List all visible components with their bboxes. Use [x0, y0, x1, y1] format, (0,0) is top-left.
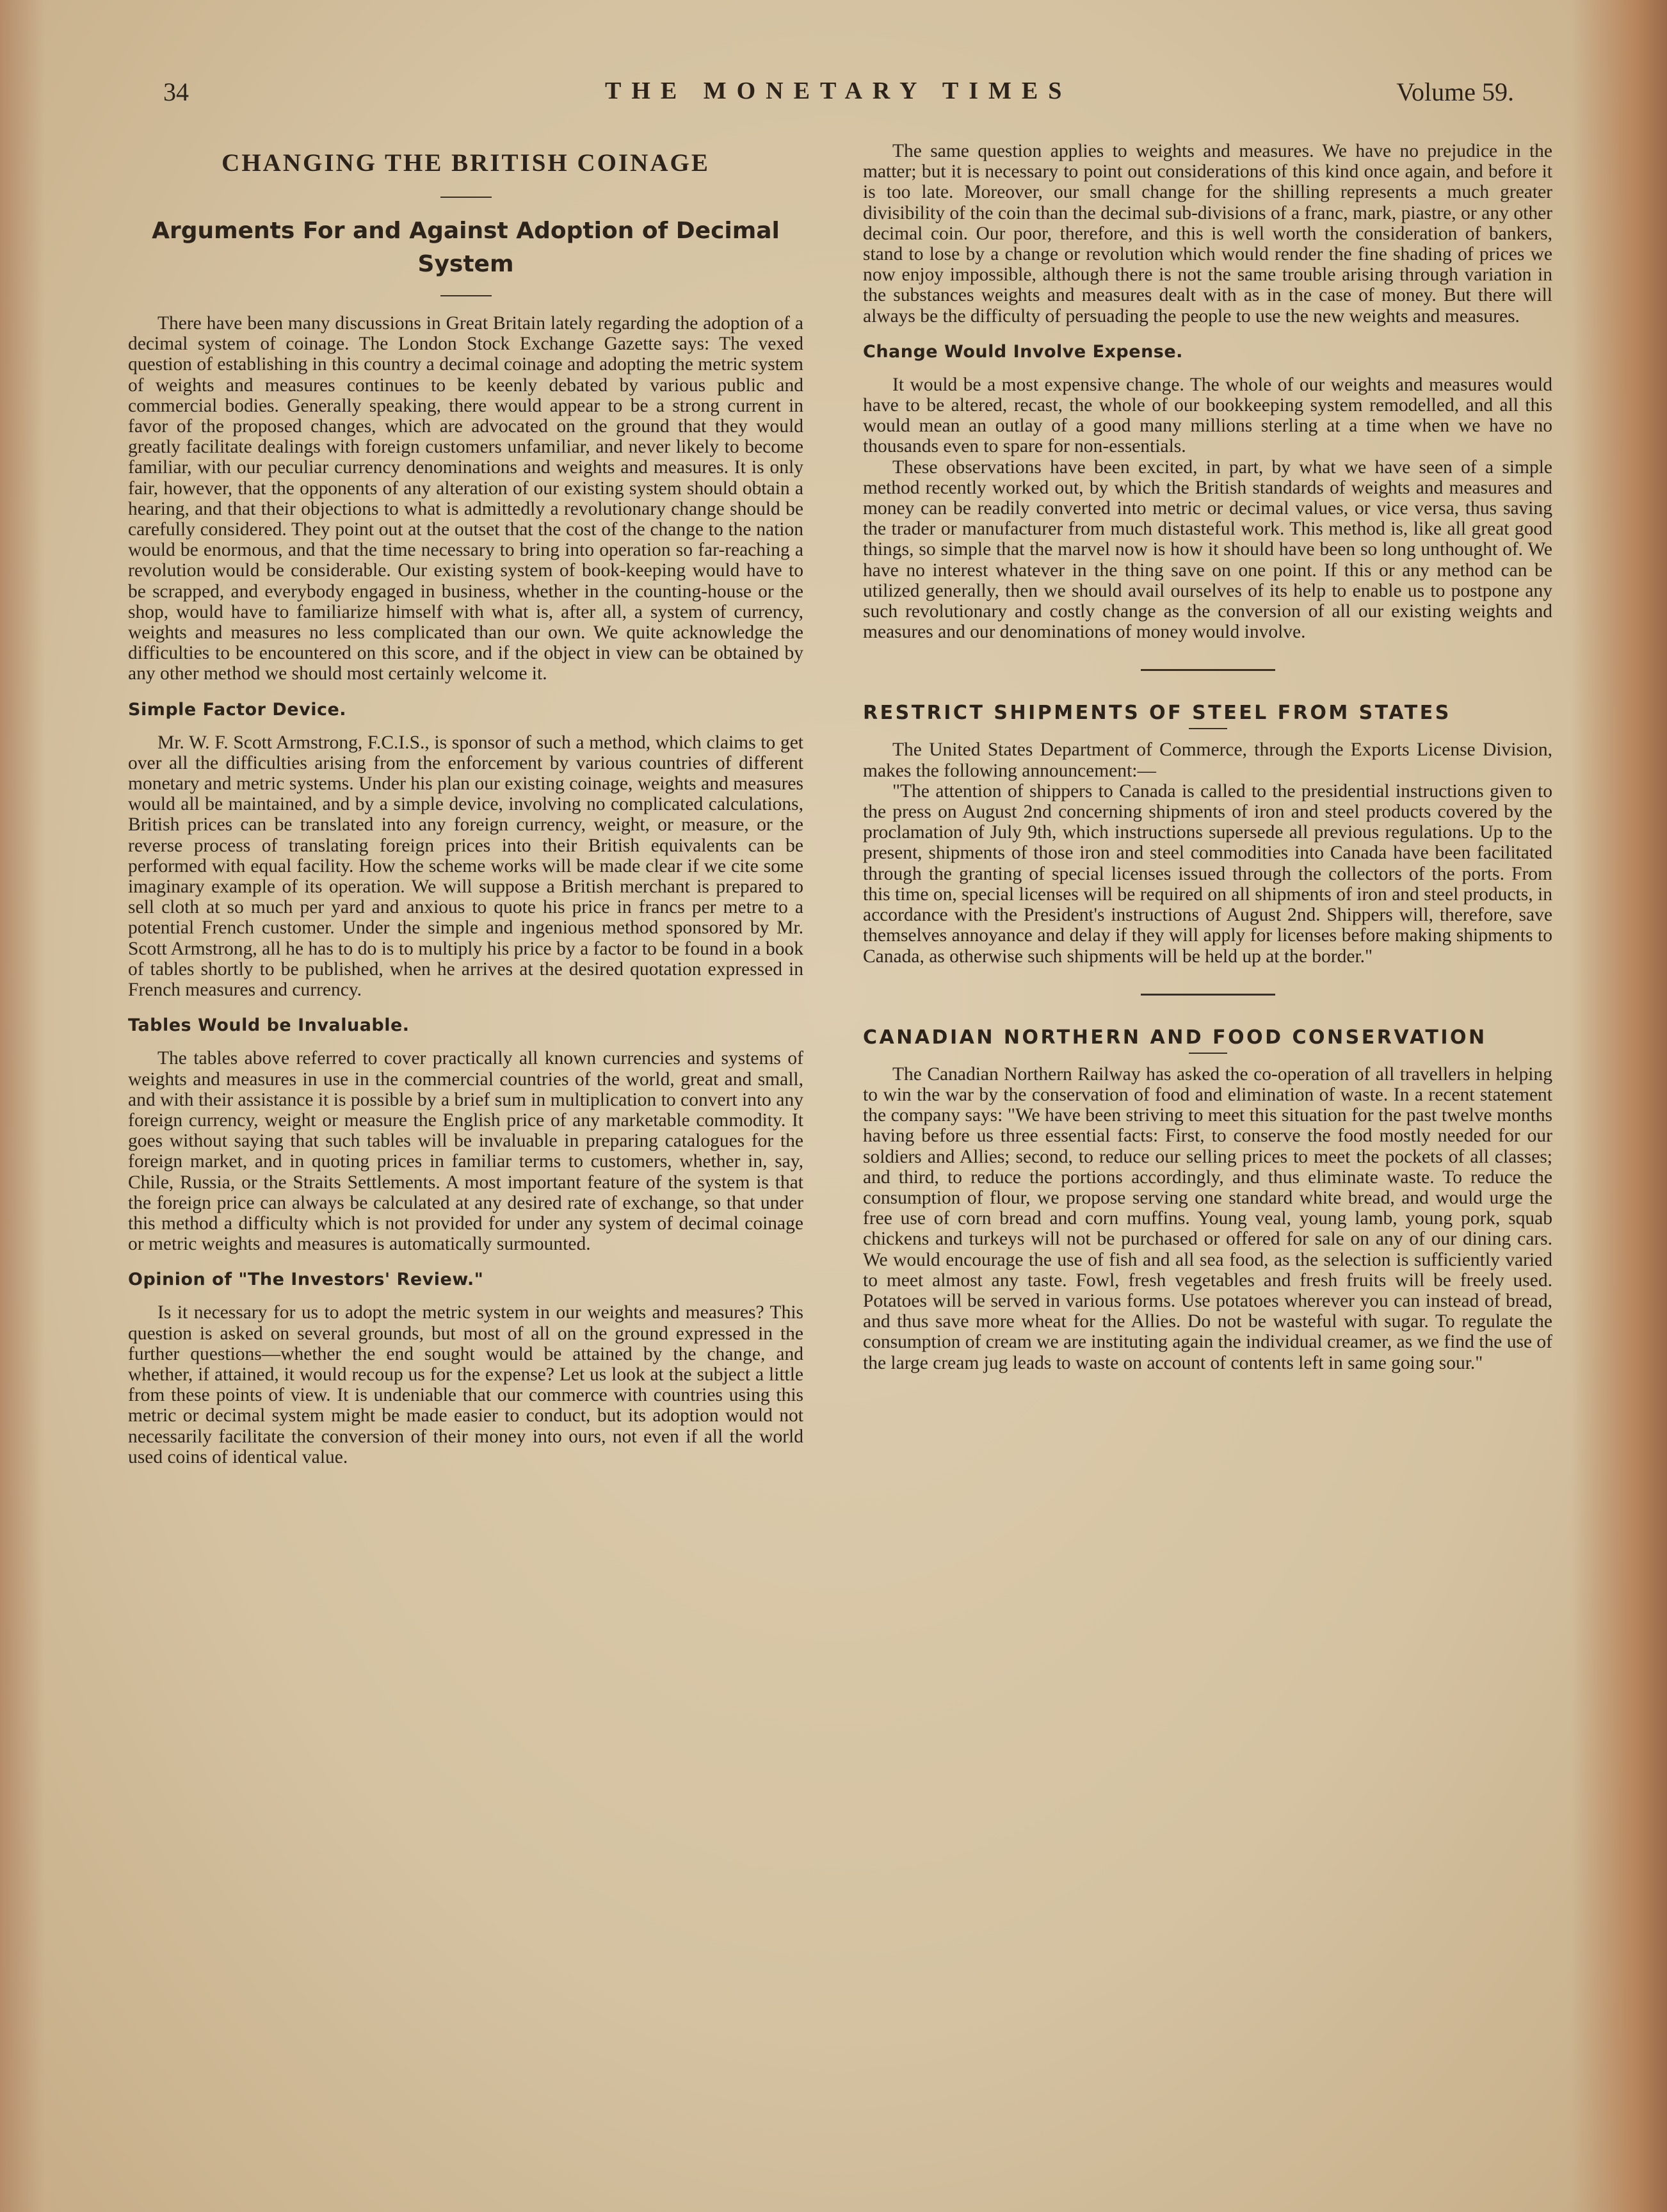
article-separator — [1141, 669, 1275, 671]
paragraph: The same question applies to weights and measures. We have no prejudice in the matter; but it is necessary to point out considerations of this kind once again, and before it is too late. Moreover, our small change for the shilling represents a much greater divisibility of the coin than the decimal sub-divisions of a franc, mark, piastre, or any other decimal coin. Our poor, therefore, and this is well worth the consideration of bankers, stand to lose by a change or revolution which would render the fine shading of prices we now enjoy impossible, although there is not the same trouble arising through variation in the substances weights and measures dealt with as in the case of money. But there will always be the difficulty of persuading the people to use the new weights and measures. — [863, 141, 1552, 327]
article-subtitle: Arguments For and Against Adoption of Decimal System — [152, 218, 780, 277]
paragraph: These observations have been excited, in part, by what we have seen of a simple method recently worked out, by which the British standards of weights and measures and money can be readily converted into metric or decimal values, or vice versa, thus saving the trader or manufacturer from much distasteful work. This method is, like all great good things, so simple that the marvel now is how it should have been so long unthought of. We have no interest whatever in the thing save on one point. If this or any method can be utilized generally, then we should avail ourselves of its help to enable us to postpone any such revolutionary and costly change as the conversion of all our existing weights and measures and our denominations of money would involve. — [863, 456, 1552, 643]
subtitle-rule — [440, 295, 492, 296]
section-heading-expense: Change Would Involve Expense. — [863, 341, 1183, 362]
page-edge-shadow-left — [0, 0, 45, 2212]
article-separator — [1141, 994, 1275, 996]
title-rule — [1189, 728, 1227, 729]
article-title-coinage: CHANGING THE BRITISH COINAGE — [221, 149, 710, 177]
page-edge-shadow-right — [1571, 0, 1667, 2212]
paragraph: Mr. W. F. Scott Armstrong, F.C.I.S., is sponsor of such a method, which claims to get over all the difficulties arising from the enforcement by various countries of different monetary and metric systems. Under his plan our existing coinage, weights and measures would all be maintained, and by a simple device, involving no complicated calculations, British prices can be translated into any foreign currency, weight, or measure, or the reverse process of translating foreign prices into their British equivalents can be performed with equal facility. How the scheme works will be made clear if we cite some imaginary example of its operation. We will suppose a British merchant is prepared to sell cloth at so much per yard and anxious to quote his price in francs per metre to a potential French customer. Under the simple and ingenious method sponsored by Mr. Scott Armstrong, all he has to do is to multiply his price by a factor to be found in a book of tables shortly to be published, when he arrives at the desired quotation expressed in French measures and currency. — [128, 732, 803, 1001]
paragraph: "The attention of shippers to Canada is called to the presidential instructions given to the press on August 2nd concerning shipments of iron and steel products covered by the proclamation of July 9th, which instructions supersede all previous regulations. Up to the present, shipments of those iron and steel commodities into Canada have been facilitated through the granting of special licenses issued through the collectors of the ports. From this time on, special licenses will be required on all shipments of iron and steel products, in accordance with the President's instructions of August 2nd. Shippers will, therefore, save themselves annoyance and delay if they will apply for licenses before making shipments to Canada, as otherwise such shipments will be held up at the border." — [863, 780, 1552, 967]
paragraph: It would be a most expensive change. The whole of our weights and measures would have to be altered, recast, the whole of our bookkeeping system remodelled, and all this would mean an outlay of a good many millions sterling at a time when we have no thousands even to spare for non-essentials. — [863, 374, 1552, 457]
paragraph: The United States Department of Commerce, through the Exports License Division, makes the following announcement:— — [863, 739, 1552, 781]
running-title: THE MONETARY TIMES — [605, 77, 1072, 104]
paragraph: The Canadian Northern Railway has asked the co-operation of all travellers in helping to win the war by the conservation of food and elimination of waste. In a recent statement the company says: "We have been striving to meet this situation for the past twelve months having before us three essential facts: First, to conserve the food mostly needed for our soldiers and Allies; second, to reduce our selling prices to meet the pockets of all classes; and third, to reduce the portions accordingly, and thus eliminate waste. To reduce the consumption of flour, we propose serving one standard white bread, and would urge the free use of corn bread and corn muffins. Young veal, young lamb, young pork, squab chickens and turkeys will not be purchased or offered for sale on any of our dining cars. We would encourage the use of fish and all sea food, as the selection is sufficiently varied to meet almost any taste. Fowl, fresh vegetables and fresh fruits will be freely used. Potatoes will be served in various forms. Use potatoes wherever you can instead of bread, and thus save more wheat for the Allies. Do not be wasteful with sugar. To regulate the consumption of cream we are instituting again the individual creamer, as we find the use of the large cream jug leads to waste on account of contents left in same going sour." — [863, 1063, 1552, 1373]
page-header — [163, 77, 1514, 115]
section-heading-simple-factor: Simple Factor Device. — [128, 699, 347, 720]
section-heading-investors-review: Opinion of "The Investors' Review." — [128, 1270, 484, 1290]
article-title-steel: RESTRICT SHIPMENTS OF STEEL FROM STATES — [863, 702, 1451, 725]
title-rule — [440, 197, 492, 198]
right-column — [863, 141, 1552, 1373]
volume-label: Volume 59. — [1396, 77, 1514, 106]
section-heading-tables: Tables Would be Invaluable. — [128, 1015, 410, 1036]
title-rule — [1189, 1053, 1227, 1054]
paragraph: The tables above referred to cover practically all known currencies and systems of weights and measures in use in the commercial countries of the world, great and small, and with their assistance it is possible by a brief sum in multiplication to convert into any foreign currency, weight or measure the English price of any marketable commodity. It goes without saying that such tables will be invaluable in preparing catalogues for the foreign market, and in quoting prices in familiar terms to customers, whether in, say, Chile, Russia, or the Straits Settlements. A most important feature of the system is that the foreign price can always be calculated at any desired rate of exchange, so that under this method a difficulty which is not provided for under any system of decimal coinage or metric weights and measures is automatically surmounted. — [128, 1048, 803, 1255]
paragraph: Is it necessary for us to adopt the metric system in our weights and measures? This question is asked on several grounds, but most of all on the ground expressed in the further questions—whether the end sought would be attained by the change, and whether, if attained, it would recoup us for the expense? Let us look at the subject a little from these points of view. It is undeniable that our commerce with countries using this metric or decimal system might be made easier to conduct, but its adoption would not necessarily facilitate the conversion of their money into ours, not even if all the world used coins of identical value. — [128, 1302, 803, 1467]
page-number: 34 — [163, 77, 189, 106]
left-column — [128, 141, 803, 1467]
intro-paragraph: There have been many discussions in Great Britain lately regarding the adoption of a decimal system of coinage. The London Stock Exchange Gazette says: The vexed question of establishing in this country a decimal coinage and adopting the metric system of weights and measures continues to be keenly debated by various public and commercial bodies. Generally speaking, there would appear to be a strong current in favor of the proposed changes, which are advocated on the ground that they would greatly facilitate dealings with foreign customers unfamiliar, and never likely to become familiar, with our peculiar currency denominations and weights and measures. It is only fair, however, that the opponents of any alteration of our existing system should obtain a hearing, and that their objections to what is admittedly a revolutionary change should be carefully considered. They point out at the outset that the cost of the change to the nation would be enormous, and that the time necessary to bring into operation so far-reaching a revolution would be considerable. Our existing system of book-keeping would have to be scrapped, and everybody engaged in business, whether in the counting-house or the shop, would have to familiarize himself with what is, after all, a system of currency, weights and measures no less complicated than our own. We quite acknowledge the difficulties to be encountered on this score, and if the object in view can be obtained by any other method we should most certainly welcome it. — [128, 313, 803, 684]
article-title-food: CANADIAN NORTHERN AND FOOD CONSERVATION — [863, 1026, 1487, 1049]
